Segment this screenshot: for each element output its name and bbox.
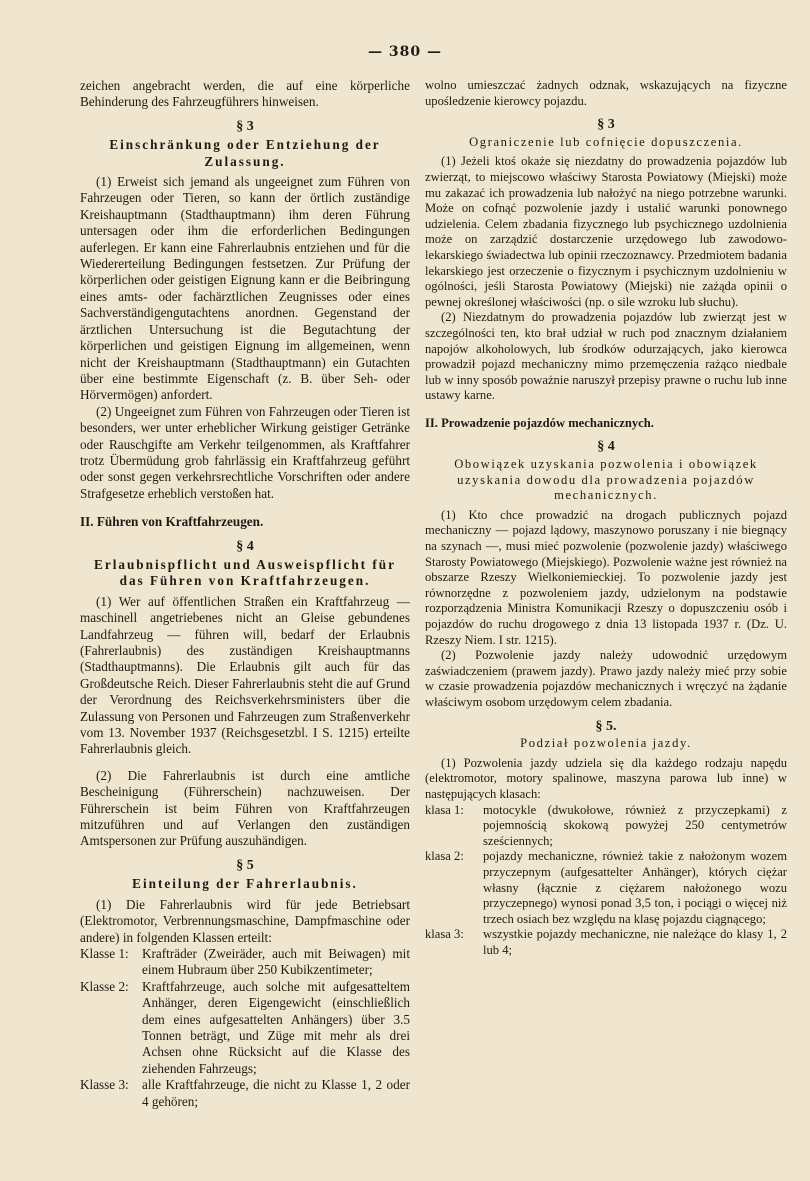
- german-s5-heading: § 5: [236, 857, 254, 873]
- german-s3-para2: (2) Ungeeignet zum Führen von Fahrzeugen oder Tieren ist besonders, wer unter erheblicher Wirkung geistiger Getränke oder Rauschgifte am Verkehr teilgenommen, als Kraftfahrer trotz Übermüdung grob fahrlässig ein Kraftfahrzeug geführt oder sonst gegen verkehrsrechtliche Vorschriften oder andere Strafgesetze erheblich verstoßen hat.: [80, 403, 410, 501]
- german-s3-heading: § 3: [236, 118, 254, 134]
- polish-s4-para1: (1) Kto chce prowadzić na drogach publicznych pojazd mechaniczny — pojazd lądowy, maszynowo poruszany i nie biegnący na szynach —, musi mieć pozwolenie (pozwolenie jazdy) właściwego Starosty Powiatowego (Miejskiego). Pozwolenie ważne jest również na obszarze Rzeszy Wielkoniemieckiej. To pozwolenie jazdy jest równorzędne z pozwoleniem jazdy, udzielonym na podstawie rozporządzenia Ministra Komunikacji Rzeszy o dopuszczeniu osób i pojazdów do ruchu drogowego z dnia 13 listopada 1937 r. (Dz. U. Rzeszy Niem. I str. 1215).: [425, 507, 787, 647]
- polish-class-item: [425, 849, 787, 927]
- polish-class-text: motocykle (dwukołowe, również z przyczepkami) z pojemnością skokową powyżej 250 centymetrów sześciennych;: [483, 802, 787, 848]
- german-class-text: Kraftfahrzeuge, auch solche mit aufgesatteltem Anhänger, deren Eigengewicht (einschließlich dem eines aufgesattelten Anhängers) über 3.5 Tonnen beträgt, und Züge mit mehr als drei Achsen ohne Rücksicht auf die Klasse des ziehenden Fahrzeugs;: [142, 978, 410, 1076]
- polish-s5-title: Podział pozwolenia jazdy.: [520, 736, 692, 751]
- polish-chapter-heading: II. Prowadzenie pojazdów mechanicznych.: [425, 415, 654, 430]
- german-class-item: [80, 1077, 410, 1110]
- german-class-label: Klasse 1:: [80, 945, 129, 961]
- polish-class-text: pojazdy mechaniczne, również takie z nałożonym wozem przyczepnym (aufgesattelter Anhänger), których ciężar własny (łącznie z ciężarem nałożonego wozu przyczepnego) wynosi ponad 3,5 ton, i pociągi o więcej niż trzech osiach bez względu na klasę pojazdu ciągnącego;: [483, 849, 787, 926]
- polish-column: [425, 78, 787, 958]
- german-s4-heading: § 4: [236, 538, 254, 554]
- polish-class-text: wszystkie pojazdy mechaniczne, nie należące do klasy 1, 2 lub 4;: [483, 927, 787, 957]
- polish-s4-para2: (2) Pozwolenie jazdy należy udowodnić urzędowym zaświadczeniem (prawem jazdy). Prawo jazdy należy mieć przy sobie w czasie prowadzenia pojazdów mechanicznych i wręczyć na żądanie właściwym osobom urzędowym celem zbadania.: [425, 648, 787, 709]
- german-class-label: Klasse 2:: [80, 978, 129, 994]
- polish-s3-heading: § 3: [597, 117, 615, 133]
- german-class-text: Krafträder (Zweiräder, auch mit Beiwagen) mit einem Hubraum über 250 Kubikzentimeter;: [142, 945, 410, 978]
- german-s4-para1: (1) Wer auf öffentlichen Straßen ein Kraftfahrzeug — maschinell angetriebenes nicht an Gleise gebundenes Landfahrzeug — führen will, bedarf der Erlaubnis (Fahrerlaubnis) des zuständigen Kreishauptmanns (Stadthauptmanns). Die Erlaubnis gilt auch für das Großdeutsche Reich. Dieser Fahrerlaubnis steht die auf Grund der Verordnung des Reichsverkehrsministers über die Zulassung von Personen und Fahrzeugen zum Straßenverkehr vom 13. November 1937 (Reichsgesetzbl. I S. 1215) erteilte Fahrerlaubnis gleich.: [80, 593, 410, 757]
- polish-s3-title: Ograniczenie lub cofnięcie dopuszczenia.: [469, 134, 743, 149]
- german-s5-para1: (1) Die Fahrerlaubnis wird für jede Betriebsart (Elektromotor, Verbrennungsmaschine, Dampfmaschine oder andere) in folgenden Klassen erteilt:: [80, 896, 410, 945]
- german-class-label: Klasse 3:: [80, 1077, 129, 1093]
- german-s3-para1: (1) Erweist sich jemand als ungeeignet zum Führen von Fahrzeugen oder Tieren, so kann der örtlich zuständige Kreishauptmann (Stadthauptmann) ihm deren Führung untersagen oder ihm die erforderlichen Bedingungen auferlegen. Er kann eine Fahrerlaubnis entziehen und für die Wiedererteilung Bedingungen festsetzen. Zur Prüfung der körperlichen oder geistigen Eignung kann er die Beibringung eines amts- oder fachärztlichen Zeugnisses oder eines Sachverständigengutachtens anordnen. Gegenstand der ärztlichen Untersuchung ist die Begutachtung der körperlichen und geistigen Eignung im allgemeinen, wenn nicht der Kreishauptmann (Stadthauptmann) ein Gutachten über eine bestimmte Eigenschaft (z. B. über Seh- oder Hörvermögen) anfordert.: [80, 174, 410, 403]
- polish-class-label: klasa 1:: [425, 802, 464, 817]
- german-intro: zeichen angebracht werden, die auf eine körperliche Behinderung des Fahrzeugführers hinweisen.: [80, 78, 410, 110]
- polish-s5-heading: § 5.: [595, 718, 617, 734]
- polish-intro: wolno umieszczać żadnych odznak, wskazujących na fizyczne upośledzenie kierowcy pojazdu.: [425, 78, 787, 108]
- german-s3-title: Einschränkung oder Entziehung der Zulassung.: [109, 137, 381, 169]
- german-s4-title: Erlaubnispflicht und Ausweispflicht für das Führen von Kraftfahrzeugen.: [94, 556, 396, 589]
- german-s5-title: Einteilung der Fahrerlaubnis.: [132, 876, 358, 892]
- polish-s4-title: Obowiązek uzyskania pozwolenia i obowiązek uzyskania dowodu dla prowadzenia pojazdów mechanicznych.: [454, 457, 758, 503]
- polish-class-item: [425, 927, 787, 958]
- polish-s3-para1: (1) Jeżeli ktoś okaże się niezdatny do prowadzenia pojazdów lub zwierząt, to miejscowo właściwy Starosta Powiatowy (Miejski) może mu zakazać ich prowadzenia lub nałożyć na niego potrzebne warunki. Może on cofnąć pozwolenie jazdy i ustalić warunki ponownego udzielenia. Celem zbadania fizycznego lub psychicznego uzdolnienia może on zarządzić dostarczenie urzędowego lub zawodowo-lekarskiego świadectwa lub opinii rzeczoznawcy. Przedmiotem badania lekarskiego jest orzeczenie o fizycznym i psychicznym uzdolnieniu w ogólności, jeśli Starosta Powiatowy (Miejski) nie zażąda opinii o pewnej określonej właściwości (np. o sile wzroku lub słuchu).: [425, 154, 787, 309]
- german-class-text: alle Kraftfahrzeuge, die nicht zu Klasse 1, 2 oder 4 gehören;: [142, 1077, 410, 1109]
- polish-class-item: [425, 803, 787, 850]
- german-column: [80, 78, 410, 1110]
- german-class-item: [80, 946, 410, 979]
- german-chapter-heading: II. Führen von Kraftfahrzeugen.: [80, 514, 264, 530]
- polish-s4-heading: § 4: [597, 439, 615, 455]
- german-class-item: [80, 979, 410, 1077]
- polish-class-label: klasa 3:: [425, 927, 464, 942]
- german-s4-para2: (2) Die Fahrerlaubnis ist durch eine amtliche Bescheinigung (Führerschein) nachzuweisen. Der Führerschein ist beim Führen von Kraftfahrzeugen mitzuführen und auf Verlangen den zuständigen Amtspersonen zur Prüfung auszuhändigen.: [80, 767, 410, 849]
- spacer: [80, 758, 410, 768]
- page-number: — 380 —: [368, 44, 442, 60]
- polish-class-label: klasa 2:: [425, 849, 464, 864]
- polish-s5-para1: (1) Pozwolenia jazdy udziela się dla każdego rodzaju napędu (elektromotor, motory spalinowe, maszyna parowa lub inne) w następujących klasach:: [425, 755, 787, 801]
- polish-s3-para2: (2) Niezdatnym do prowadzenia pojazdów lub zwierząt jest w szczególności ten, kto brał udział w ruch pod znacznym działaniem napojów alkoholowych, lub środków odurzających, jako kierowca prowadził pojazd mechaniczny mimo przemęczenia rażąco niedbale lub w inny sposób poważnie naruszył przepisy prawne o ruchu lub inne ustawy karne.: [425, 310, 787, 403]
